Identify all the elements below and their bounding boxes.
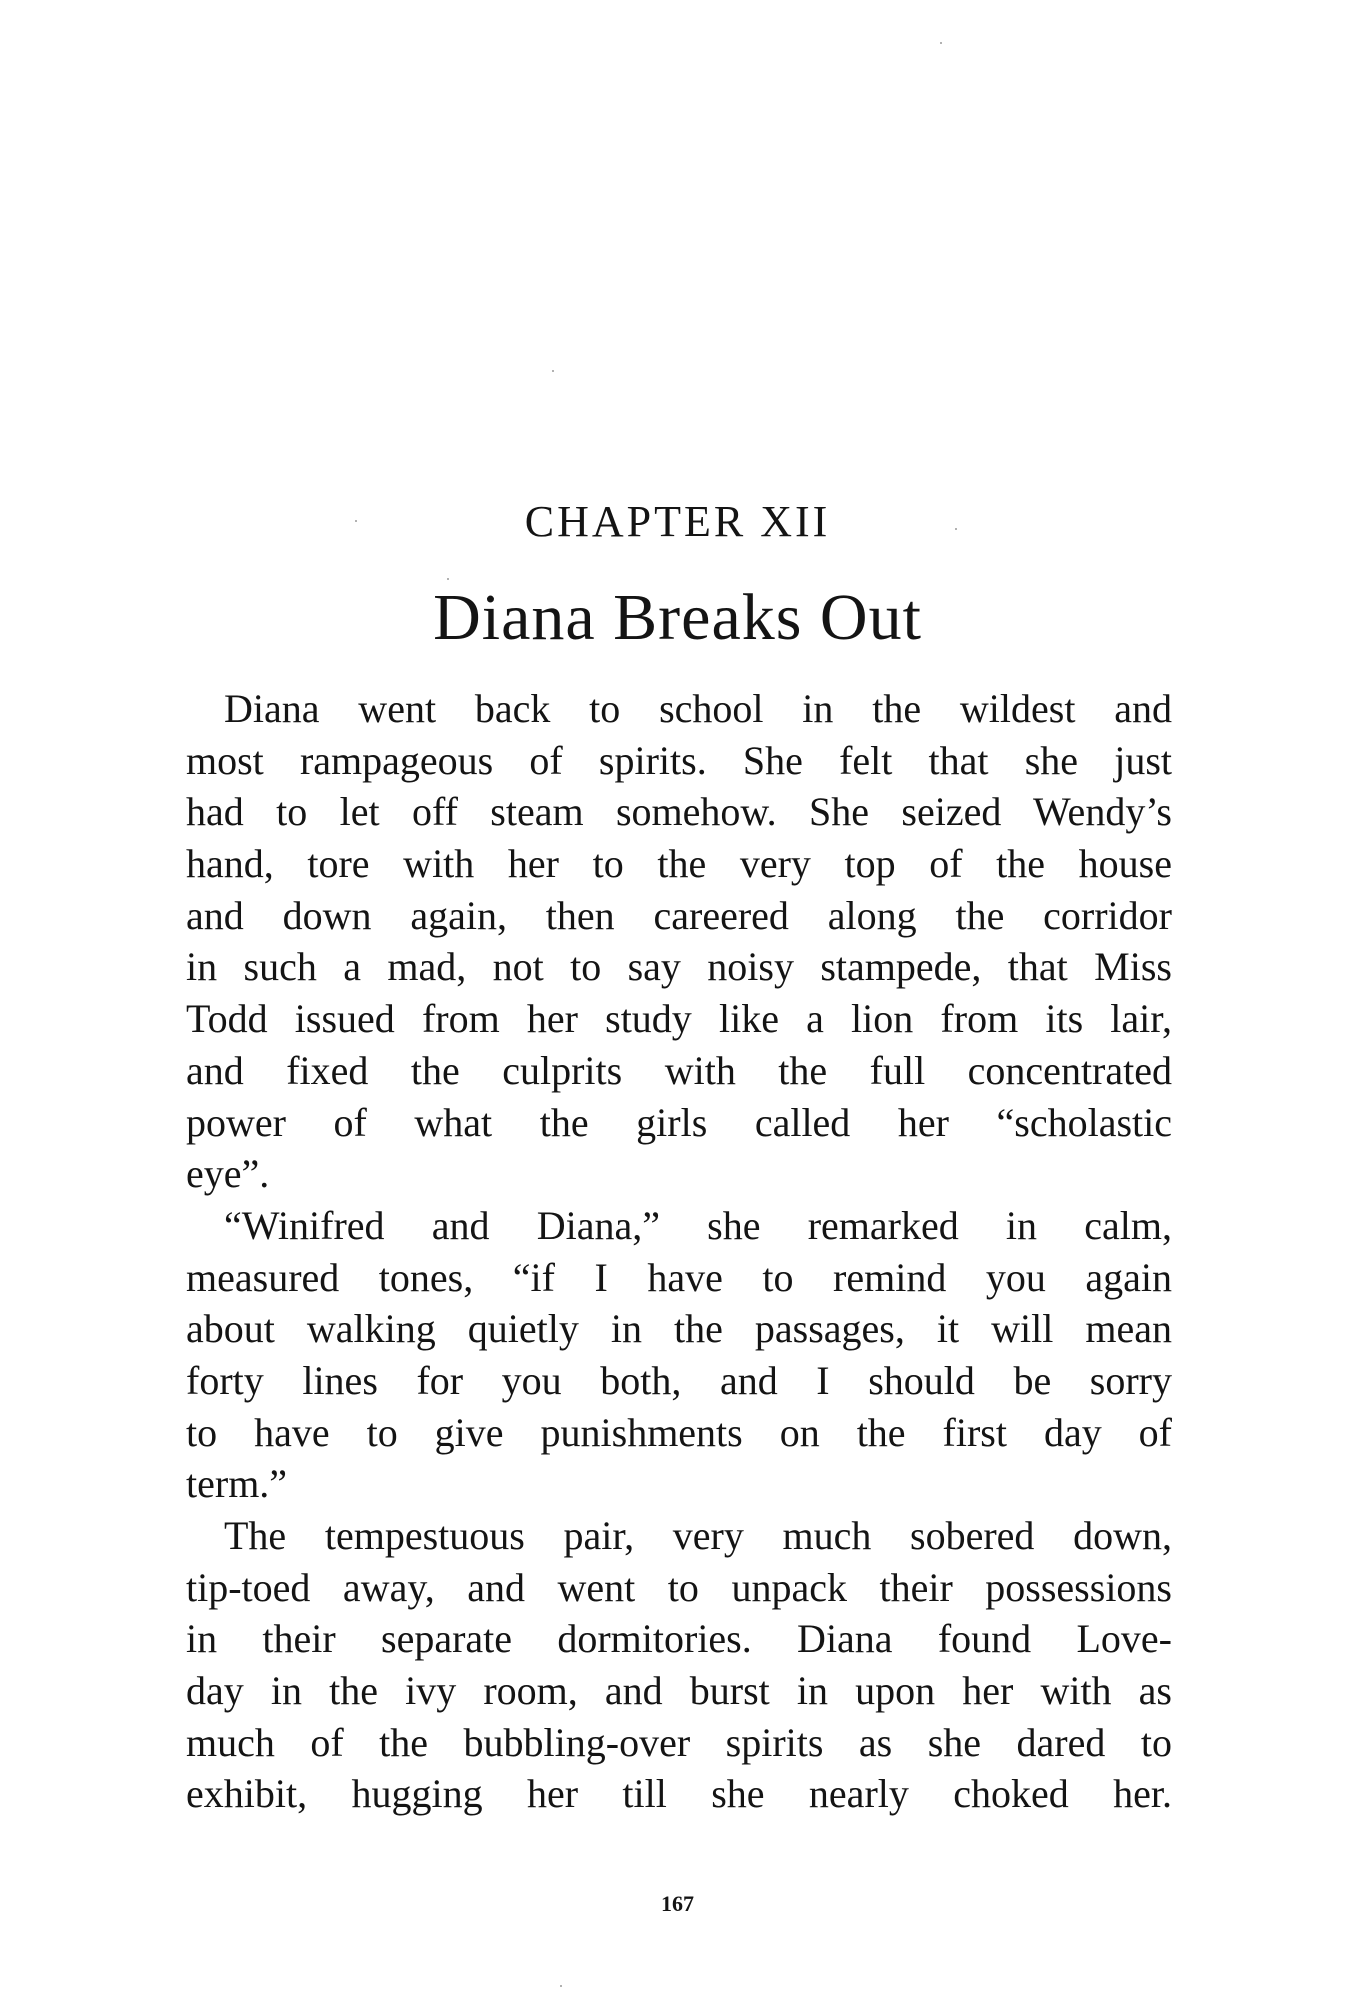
text-line: Todd issued from her study like a lion from its lair, (186, 996, 1172, 1042)
scan-speck (447, 578, 449, 580)
text-line: exhibit, hugging her till she nearly choked her. (186, 1771, 1172, 1817)
text-line: day in the ivy room, and burst in upon her with as (186, 1668, 1172, 1714)
text-line: term.” (186, 1461, 288, 1507)
text-line: much of the bubbling-over spirits as she dared to (186, 1719, 1172, 1765)
text-line: tip-toed away, and went to unpack their possessions (186, 1564, 1172, 1610)
text-line: hand, tore with her to the very top of the house (186, 841, 1172, 887)
chapter-body (186, 683, 1172, 1820)
text-line: power of what the girls called her “scholastic (186, 1099, 1172, 1145)
text-line: “Winifred and Diana,” she remarked in calm, (224, 1202, 1172, 1248)
text-line: in such a mad, not to say noisy stampede, that Miss (186, 944, 1172, 990)
chapter-title: Diana Breaks Out (433, 581, 922, 654)
page-number: 167 (661, 1891, 694, 1916)
paragraph (186, 1200, 1172, 1510)
text-line: eye”. (186, 1151, 270, 1197)
text-line: had to let off steam somehow. She seized Wendy’s (186, 789, 1172, 835)
paragraph (186, 683, 1172, 1200)
text-line: The tempestuous pair, very much sobered down, (224, 1513, 1172, 1558)
text-line: to have to give punishments on the first day of (186, 1409, 1172, 1455)
text-line: about walking quietly in the passages, it will mean (186, 1306, 1172, 1352)
paragraph (186, 1510, 1172, 1820)
text-line: forty lines for you both, and I should be sorry (186, 1357, 1172, 1403)
chapter-label: CHAPTER XII (524, 497, 831, 546)
text-line: measured tones, “if I have to remind you again (186, 1254, 1172, 1300)
scan-speck (940, 42, 942, 44)
text-line: most rampageous of spirits. She felt that she just (186, 737, 1172, 783)
scan-speck (560, 1985, 562, 1987)
text-line: in their separate dormitories. Diana found Love- (186, 1616, 1172, 1662)
scan-speck (552, 370, 554, 372)
text-line: and fixed the culprits with the full concentrated (186, 1047, 1172, 1093)
text-line: Diana went back to school in the wildest and (224, 686, 1172, 731)
text-line: and down again, then careered along the corridor (186, 892, 1172, 938)
